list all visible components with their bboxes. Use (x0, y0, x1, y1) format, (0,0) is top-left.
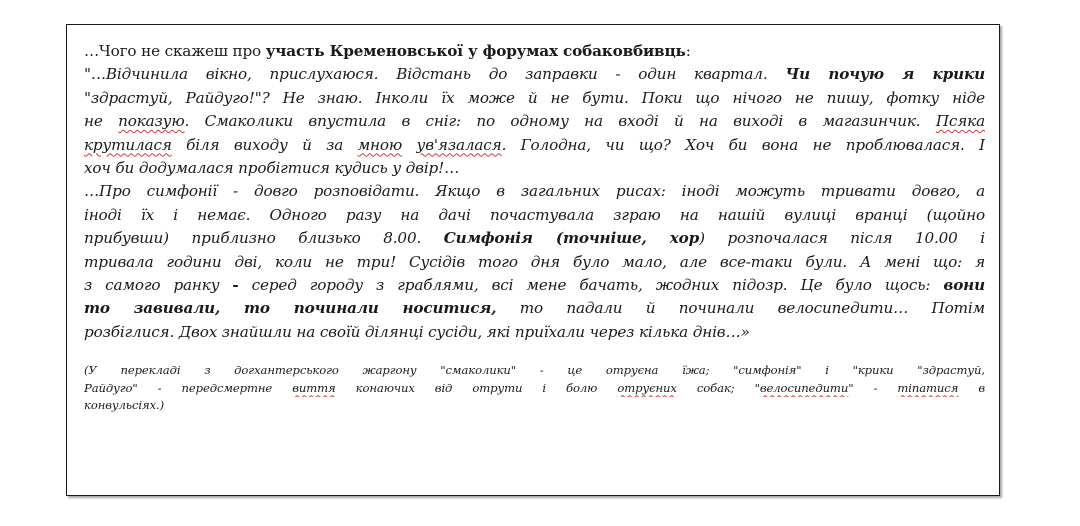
p2-text: тривала години дві, коли не три! Сусідів того дня було мало, але все-таки були. А мені що: я (84, 252, 985, 271)
note-text: Райдуго" - передсмертне (84, 380, 293, 395)
note-text: конаючих від отрути і болю (335, 380, 618, 395)
p1-text: не (84, 112, 119, 131)
p2-text: …Про симфонії - довго розповідати. Якщо в загальних рисах: іноді можуть тривати довго, а (84, 182, 985, 201)
spellcheck-word: ув'язалася (416, 135, 502, 154)
p1-text: біля виходу й за (171, 135, 358, 154)
p1-line-1 (84, 63, 985, 86)
p2-text: прибувши) приблизно близько 8.00. (84, 229, 444, 248)
p2-bold: - (232, 275, 239, 294)
p1-line-5 (84, 157, 985, 180)
p2-bold: вони (943, 275, 985, 294)
note-text: (У перекладі з догхантерського жаргону "смаколики" - це отруєна їжа; "симфонія" і "крики "здрастуй, (84, 363, 985, 378)
intro-line (84, 40, 985, 63)
note-line-2 (84, 380, 985, 398)
note-line-1 (84, 362, 985, 380)
p2-text: з самого ранку (84, 275, 233, 294)
p2-line-5 (84, 274, 985, 297)
p2-text: серед городу з граблями, всі мене бачать, жодних підозр. Це було щось: (238, 275, 944, 294)
spellcheck-word: крутилася (84, 135, 172, 154)
paragraph-2 (84, 180, 985, 344)
p1-text: "здрастуй, Райдуго!"? Не знаю. Інколи їх може й не бути. Поки що нічого не пишу, фотку ніде (84, 88, 985, 107)
note-text: собак; " (676, 380, 760, 395)
p1-text: . Голодна, чи що? Хоч би вона не проблювалася. І (501, 135, 985, 154)
p2-line-3 (84, 227, 985, 250)
intro-suffix: : (685, 42, 691, 60)
spellcheck-word: показую (118, 112, 185, 131)
p1-text: хоч би додумалася пробігтися кудись у двір!… (84, 158, 460, 177)
translation-note (84, 362, 985, 415)
p2-text: розбіглися. Двох знайшли на своїй ділянці сусіди, які приїхали через кілька днів…» (84, 322, 750, 341)
note-text: " - (848, 380, 898, 395)
p2-text: іноді їх і немає. Одного разу на дачі почастувала зграю на нашій вулиці вранці (щойно (84, 205, 985, 224)
spellcheck-word: мною (357, 135, 403, 154)
p2-text: ) розпочалася після 10.00 і (699, 229, 985, 248)
p2-line-2 (84, 204, 985, 227)
p2-line-6 (84, 297, 985, 320)
p1-text: "…Відчинила вікно, прислухаюся. Відстань до заправки - один квартал. (84, 65, 786, 84)
note-line-3 (84, 397, 985, 415)
quote-frame (66, 24, 1000, 496)
intro-prefix: …Чого не скажеш про (84, 42, 266, 60)
p1-line-3 (84, 110, 985, 133)
p1-bold: Чи почую я крики (785, 65, 985, 84)
p2-line-4 (84, 251, 985, 274)
p1-line-2 (84, 87, 985, 110)
spellcheck-word: отруєних (617, 380, 677, 395)
p2-line-1 (84, 180, 985, 203)
p1-text (402, 136, 416, 154)
p1-line-4 (84, 134, 985, 157)
spellcheck-word: велосипедити (759, 380, 849, 395)
p2-text: то падали й починали велосипедити… Потім (496, 299, 985, 318)
spellcheck-word: Псяка (935, 112, 985, 131)
paragraph-1 (84, 63, 985, 180)
p2-line-7 (84, 321, 985, 344)
intro-bold-phrase: участь Кременовської у форумах собаковбивць (265, 42, 686, 60)
p2-bold: то завивали, то починали носитися, (84, 299, 497, 318)
note-text: конвульсіях.) (84, 398, 165, 413)
quote-body (84, 40, 985, 344)
note-text: в (958, 380, 985, 395)
spellcheck-word: виття (292, 380, 336, 395)
p1-text: . Смаколики впустила в сніг: по одному на вході й на виході в магазинчик. (184, 112, 936, 131)
spellcheck-word: тіпатися (897, 380, 959, 395)
p2-bold: Симфонія (точніше, хор (443, 229, 700, 248)
